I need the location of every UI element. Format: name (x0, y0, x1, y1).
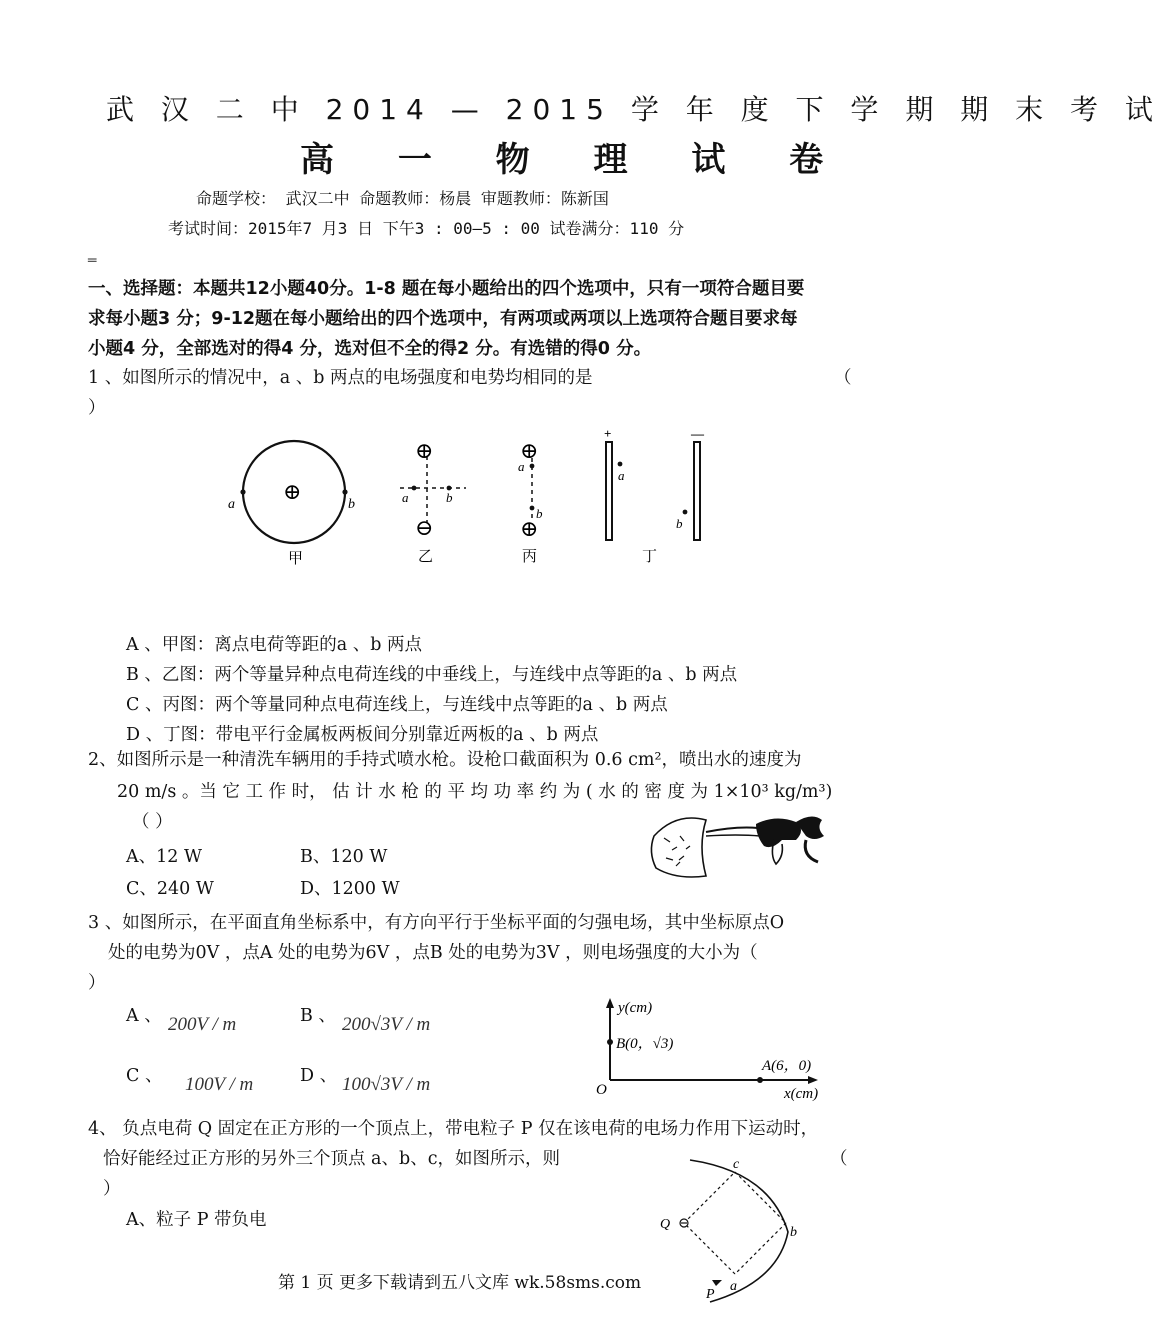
q4-paren-close: ） (103, 1179, 121, 1199)
svg-text:b: b (676, 516, 683, 531)
q3-line1: 3 、如图所示，在平面直角坐标系中，有方向平行于坐标平面的匀强电场，其中坐标原点O (88, 913, 785, 933)
q4-line1: 4、 负点电荷 Q 固定在正方形的一个顶点上，带电粒子 P 仅在该电荷的电场力作用下运动时， (88, 1119, 819, 1139)
svg-text:x(cm): x(cm) (784, 1086, 819, 1102)
q1-paren-open: （ (834, 368, 852, 388)
svg-text:b: b (790, 1225, 797, 1240)
q3-option-b-value: 200√3V / m (342, 1014, 431, 1035)
svg-text:⊕: ⊕ (283, 479, 302, 504)
svg-text:乙: 乙 (418, 549, 434, 565)
svg-text:c: c (733, 1157, 740, 1172)
exam-meta-authors: 命题学校： 武汉二中 命题教师：杨晨 审题教师：陈新国 (196, 189, 609, 208)
figure-bing (518, 438, 543, 565)
q2-option-b[interactable]: B、120 W (300, 847, 388, 867)
divider-mark: ═ (88, 253, 97, 269)
q4-paren-open: （ (830, 1149, 848, 1169)
q1-paren-close: ） (88, 398, 106, 418)
svg-text:A(6，0): A(6，0) (762, 1058, 812, 1074)
svg-text:⊕: ⊕ (520, 516, 539, 541)
svg-text:⊖: ⊖ (415, 515, 434, 540)
svg-text:+: + (604, 426, 612, 441)
q1-option-c[interactable]: C 、丙图：两个等量同种点电荷连线上，与连线中点等距的a 、b 两点 (126, 695, 668, 715)
q3-paren-close: ） (88, 973, 106, 993)
q1-option-b[interactable]: B 、乙图：两个等量异种点电荷连线的中垂线上，与连线中点等距的a 、b 两点 (126, 665, 738, 685)
q2-spray-gun-figure (646, 806, 836, 886)
svg-text:a: a (228, 497, 235, 512)
svg-text:b: b (348, 497, 355, 512)
svg-text:B(0，√3): B(0，√3) (616, 1036, 674, 1052)
section-instructions-line1: 一、选择题：本题共12小题40分。1-8 题在每小题给出的四个选项中，只有一项符合题目要 (88, 279, 805, 299)
svg-text:b: b (536, 506, 543, 521)
svg-text:甲: 甲 (288, 551, 304, 567)
q2-paren: （ ） (132, 812, 173, 832)
svg-text:a: a (402, 490, 409, 505)
section-instructions-line3: 小题4 分，全部选对的得4 分，选对但不全的得2 分。有选错的得0 分。 (88, 339, 652, 359)
q1-option-a[interactable]: A 、甲图：离点电荷等距的a 、b 两点 (126, 635, 422, 655)
q3-line2: 处的电势为0V ，点A 处的电势为6V ，点B 处的电势为3V ，则电场强度的大小为（ (108, 943, 758, 963)
q1-option-d[interactable]: D 、丁图：带电平行金属板两板间分别靠近两板的a 、b 两点 (126, 725, 599, 745)
exam-meta-time: 考试时间：2015年7 月3 日 下午3 : 00—5 : 00 试卷满分：110 分 (168, 219, 685, 238)
q1-figure (220, 428, 730, 568)
svg-text:b: b (446, 490, 453, 505)
exam-subject-title: 高 一 物 理 试 卷 (300, 140, 850, 180)
q3-option-b-label[interactable]: B 、 (300, 1006, 336, 1026)
svg-text:丁: 丁 (642, 549, 658, 565)
svg-text:⊕: ⊕ (415, 438, 434, 463)
svg-text:a: a (618, 468, 625, 483)
q3-option-a-label[interactable]: A 、 (126, 1006, 162, 1026)
q4-option-a[interactable]: A、粒子 P 带负电 (126, 1210, 267, 1230)
q4-line2: 恰好能经过正方形的另外三个顶点 a、b、c，如图所示，则 (103, 1149, 560, 1169)
svg-text:Q: Q (660, 1217, 671, 1232)
q4-square-figure (650, 1152, 810, 1304)
figure-jia (228, 441, 355, 567)
figure-ding (604, 426, 705, 565)
q3-option-d-value: 100√3V / m (342, 1074, 431, 1095)
svg-text:丙: 丙 (522, 549, 538, 565)
svg-text:P: P (706, 1287, 715, 1302)
q2-line1: 2、如图所示是一种清洗车辆用的手持式喷水枪。设枪口截面积为 0.6 cm²，喷出水的速度为 (88, 750, 802, 770)
page-footer: 第 1 页 更多下载请到五八文库 wk.58sms.com (278, 1273, 642, 1293)
exam-school-title: 武 汉 二 中 2014 — 2015 学 年 度 下 学 期 期 末 考 试 (106, 93, 1162, 126)
svg-text:⊕: ⊕ (520, 438, 539, 463)
figure-yi (400, 438, 466, 565)
q3-coordinate-figure (590, 994, 830, 1104)
svg-text:a: a (518, 459, 525, 474)
q3-option-c-value: 100V / m (185, 1074, 254, 1095)
q2-line2: 20 m/s 。当 它 工 作 时， 估 计 水 枪 的 平 均 功 率 约 为 ( 水 的 密 度 为 1×10³ kg/m³) (117, 782, 833, 802)
svg-text:y(cm): y(cm) (618, 1000, 653, 1016)
q2-option-c[interactable]: C、240 W (126, 879, 214, 899)
q3-option-d-label[interactable]: D 、 (300, 1066, 338, 1086)
svg-text:a: a (730, 1279, 737, 1294)
svg-text:—: — (691, 426, 704, 441)
section-instructions-line2: 求每小题3 分；9-12题在每小题给出的四个选项中，有两项或两项以上选项符合题目要求每 (88, 309, 798, 329)
q2-option-d[interactable]: D、1200 W (300, 879, 400, 899)
q3-option-c-label[interactable]: C 、 (126, 1066, 163, 1086)
q1-stem: 1 、如图所示的情况中，a 、b 两点的电场强度和电势均相同的是 (88, 368, 593, 388)
q3-option-a-value: 200V / m (168, 1014, 237, 1035)
svg-text:O: O (596, 1082, 607, 1098)
q2-option-a[interactable]: A、12 W (126, 847, 202, 867)
